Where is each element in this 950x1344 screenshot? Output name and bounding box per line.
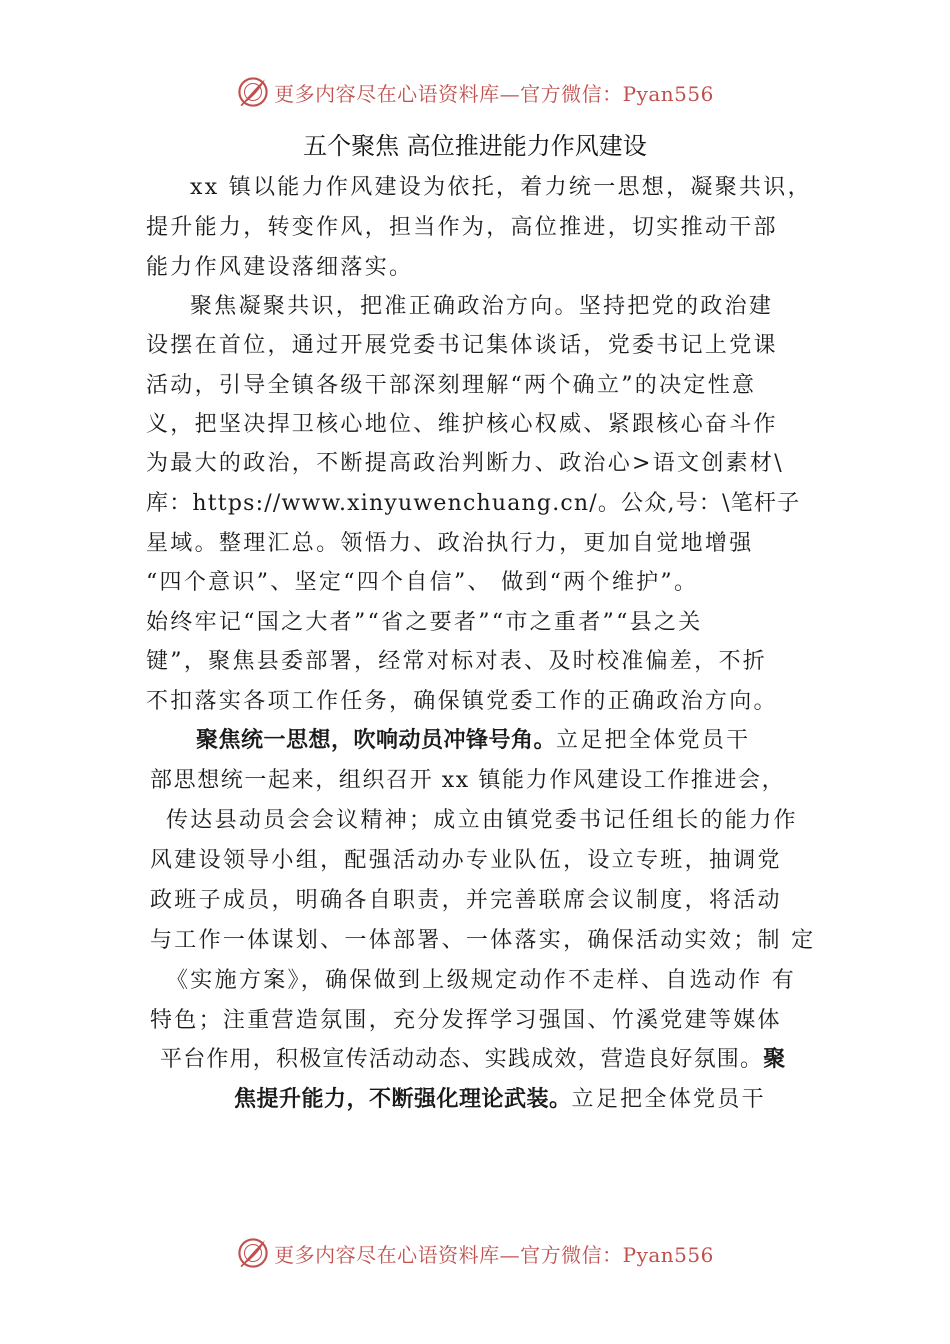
body-line: 义，把坚决捍卫核心地位、维护核心权威、紧跟核心奋斗作 [146, 412, 778, 437]
body-line: 始终牢记“国之大者”“省之要者”“市之重者”“县之关 [146, 610, 703, 635]
body-line: 为最大的政治，不断提高政治判断力、政治心>语文创素材\ [146, 451, 784, 476]
section-heading: 聚 [763, 1047, 786, 1072]
feather-logo-icon [236, 1236, 270, 1270]
body-line-mixed [160, 1040, 786, 1080]
page-title: 五个聚焦 高位推进能力作风建设 [303, 132, 647, 160]
body-line: 提升能力，转变作风，担当作为，高位推进，切实推动干部 [146, 215, 778, 240]
body-line: 特色；注重营造氛围，充分发挥学习强国、竹溪党建等媒体 [150, 1008, 782, 1033]
body-line: xx 镇以能力作风建设为依托，着力统一思想，凝聚共识， [190, 175, 812, 200]
feather-logo-icon [236, 75, 270, 109]
body-line: 库：https://www.xinyuwenchuang.cn/。公众,号：\笔杆子 [146, 491, 801, 516]
section-heading: 焦提升能力，不断强化理论武装。 [234, 1087, 572, 1112]
header-watermark [0, 72, 950, 112]
footer-watermark [0, 1233, 950, 1273]
body-text: 平台作用，积极宣传活动动态、实践成效，营造良好氛围。 [160, 1047, 764, 1072]
body-line: 风建设领导小组，配强活动办专业队伍，设立专班，抽调党 [150, 848, 782, 873]
body-line: 能力作风建设落细落实。 [146, 255, 414, 280]
body-line: 聚焦凝聚共识，把准正确政治方向。坚持把党的政治建 [190, 294, 774, 319]
body-text: 立足把全体党员干 [571, 1087, 766, 1112]
body-line: 部思想统一起来，组织召开 xx 镇能力作风建设工作推进会， [150, 768, 786, 793]
body-line: 政班子成员，明确各自职责，并完善联席会议制度，将活动 [150, 888, 782, 913]
body-line: 活动，引导全镇各级干部深刻理解“两个确立”的决定性意 [146, 373, 757, 398]
watermark-text: 更多内容尽在心语资料库—官方微信：Pyan556 [274, 1242, 714, 1267]
body-line: 设摆在首位，通过开展党委书记集体谈话，党委书记上党课 [146, 333, 778, 358]
body-line: “四个意识”、坚定“四个自信”、 做到“两个维护”。 [146, 570, 699, 595]
body-line: 星域。整理汇总。领悟力、政治执行力，更加自觉地增强 [146, 531, 754, 556]
body-text: 立足把全体党员干 [556, 728, 751, 753]
body-line: 与工作一体谋划、一体部署、一体落实，确保活动实效；制 定 [150, 928, 816, 953]
section-heading: 聚焦统一思想，吹响动员冲锋号角。 [196, 728, 557, 753]
body-line: 键”，聚焦县委部署，经常对标对表、及时校准偏差，不折 [146, 649, 768, 674]
watermark-text: 更多内容尽在心语资料库—官方微信：Pyan556 [274, 81, 714, 106]
body-line: 传达县动员会会议精神；成立由镇党委书记任组长的能力作 [166, 808, 798, 833]
body-line-mixed [234, 1080, 766, 1120]
body-line: 《实施方案》，确保做到上级规定动作不走样、自选动作 有 [166, 968, 797, 993]
body-line-mixed [196, 721, 750, 761]
body-line: 不扣落实各项工作任务，确保镇党委工作的正确政治方向。 [146, 689, 778, 714]
